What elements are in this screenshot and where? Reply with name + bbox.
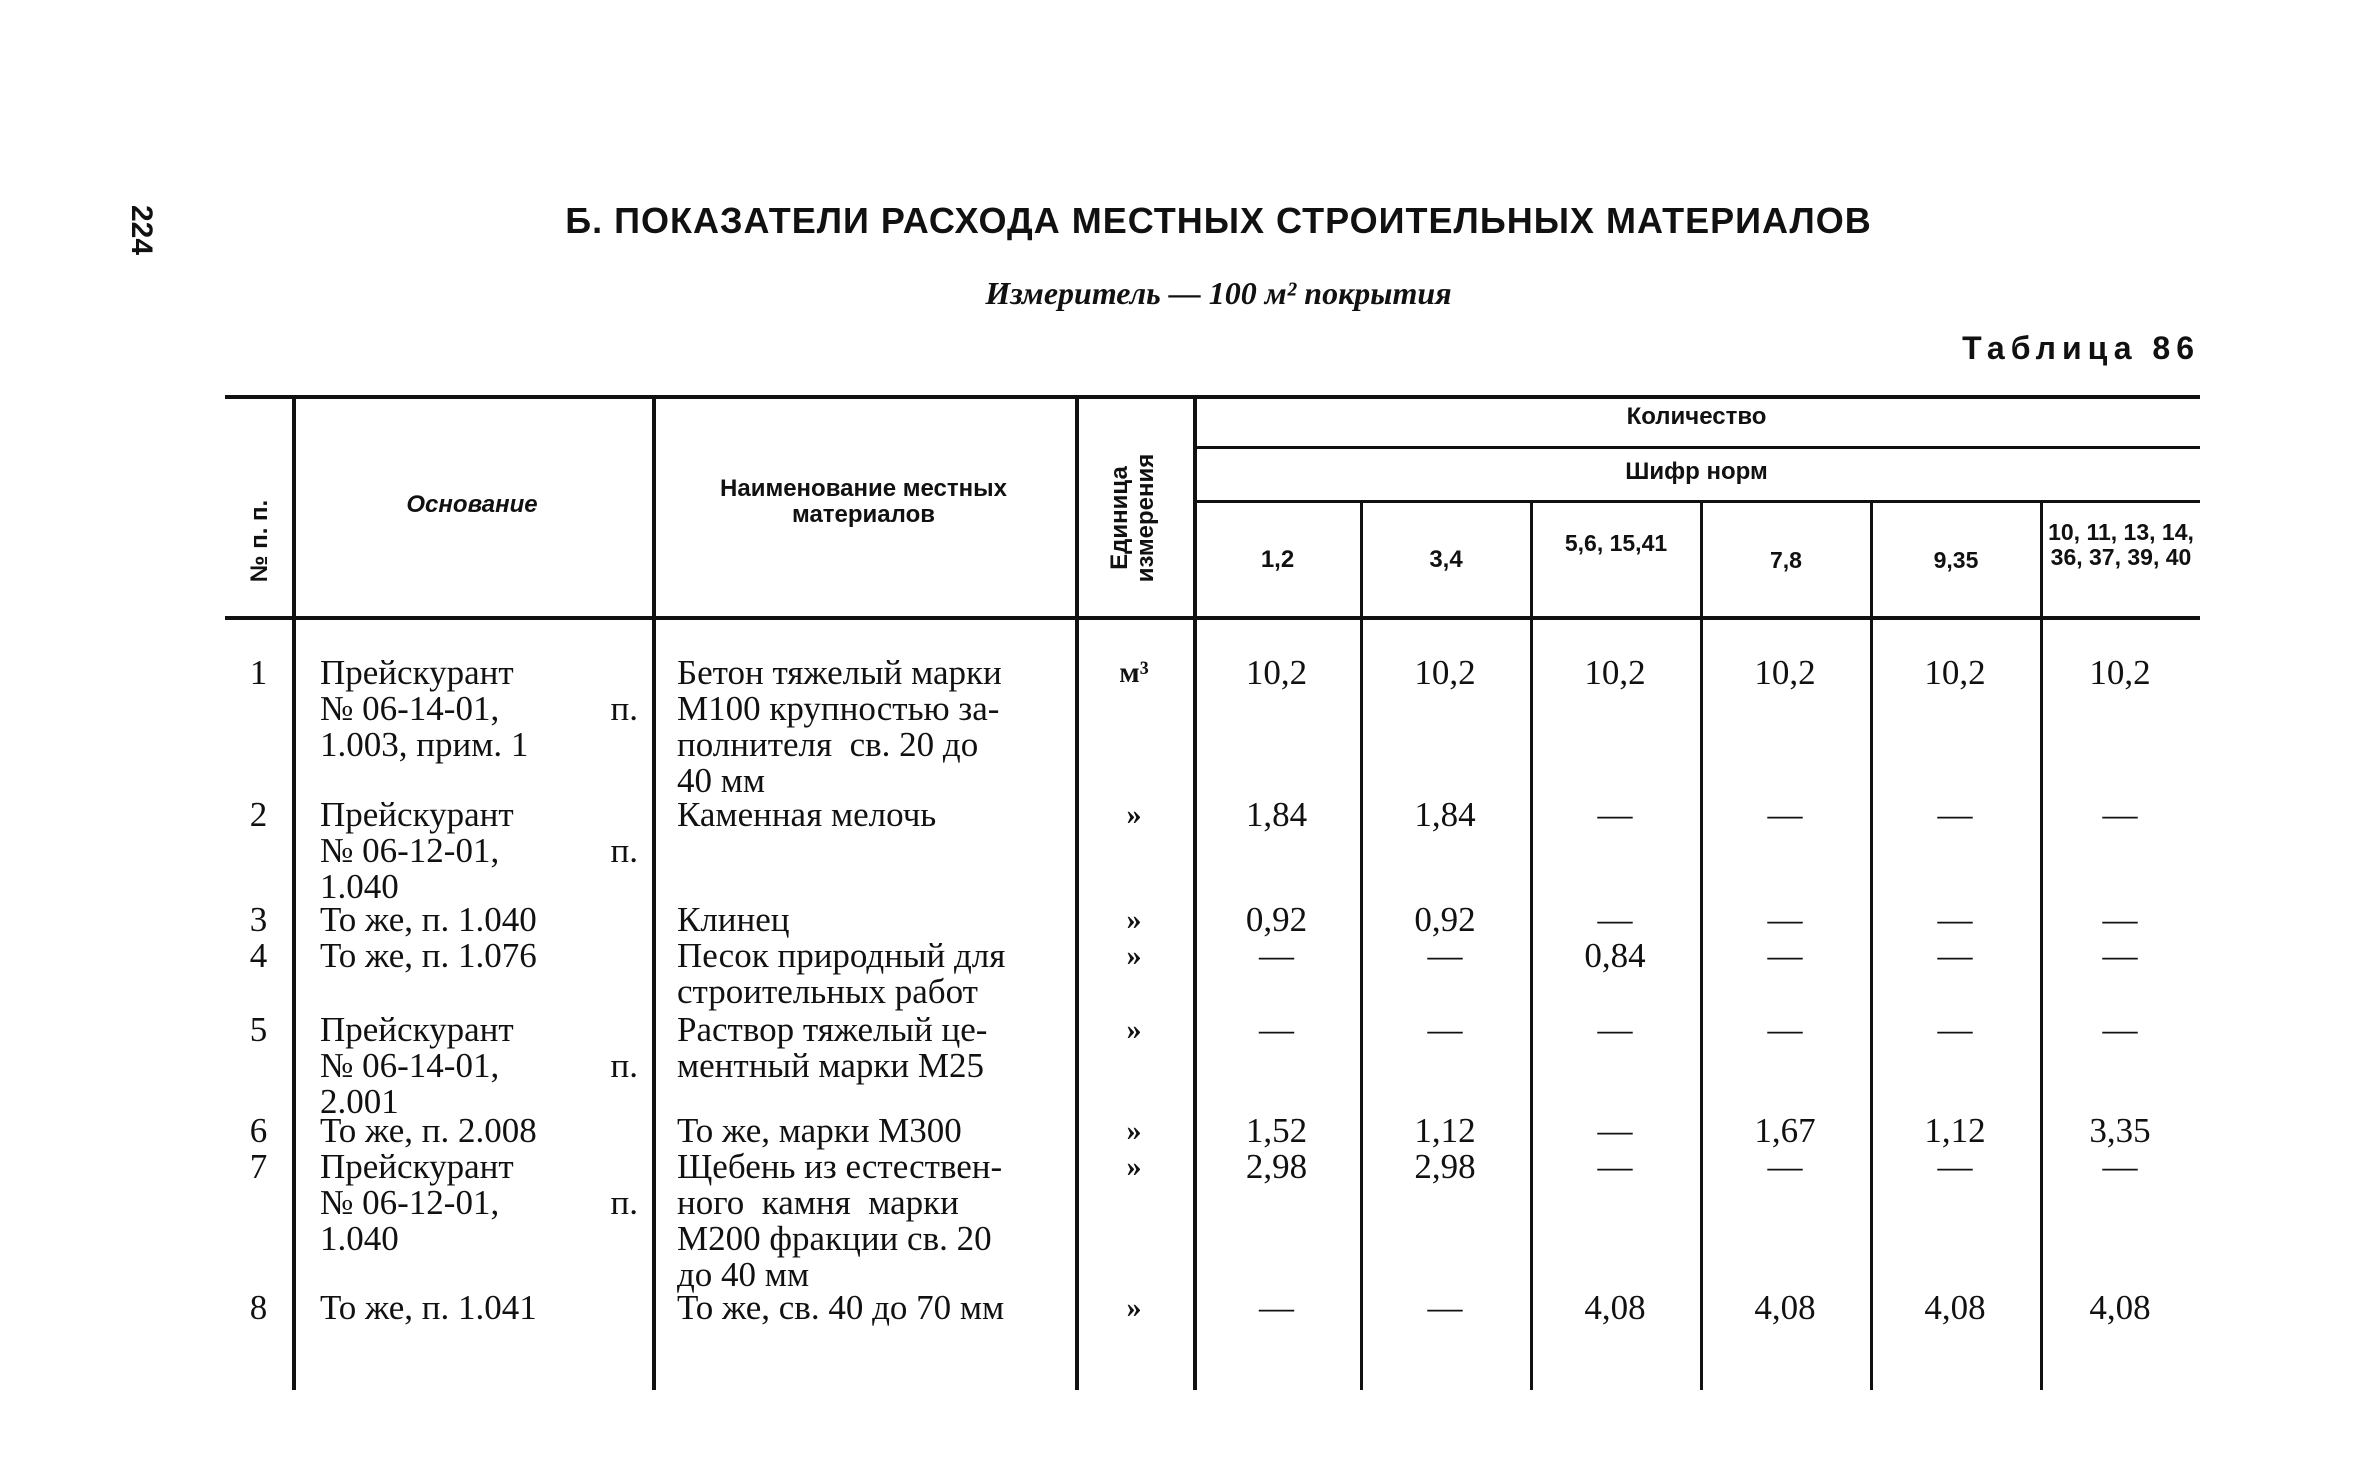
basis-item-label: п. — [610, 1046, 638, 1085]
row-basis-line: То же, п. 1.041 — [320, 1288, 537, 1327]
row-quantity: — — [2102, 1147, 2138, 1186]
row-quantity: 1,12 — [1414, 1111, 1476, 1150]
basis-item-label: п. — [610, 1183, 638, 1222]
row-quantity: 4,08 — [2089, 1288, 2151, 1327]
row-unit: » — [1126, 1291, 1142, 1324]
row-quantity: 2,98 — [1245, 1147, 1308, 1186]
row-material-line: строительных работ — [677, 972, 978, 1011]
row-number: 3 — [249, 900, 268, 939]
row-quantity: 10,2 — [2089, 653, 2151, 692]
row-quantity: 1,84 — [1245, 795, 1308, 834]
row-number: 8 — [249, 1288, 268, 1327]
column-rule — [1075, 395, 1079, 1390]
section-title: Б. ПОКАЗАТЕЛИ РАСХОДА МЕСТНЫХ СТРОИТЕЛЬНЫХ МАТЕРИАЛОВ — [565, 200, 1872, 241]
header-basis: Основание — [406, 491, 538, 518]
row-quantity: — — [2102, 1010, 2138, 1049]
row-number: 2 — [249, 795, 268, 834]
row-quantity: — — [1427, 1288, 1463, 1327]
row-number: 1 — [249, 653, 268, 692]
row-basis-line: Прейскурант — [320, 653, 514, 692]
row-quantity: — — [1259, 1010, 1294, 1049]
row-quantity: — — [1259, 1288, 1294, 1327]
row-quantity: — — [1767, 795, 1803, 834]
row-material-line: То же, марки М300 — [677, 1111, 962, 1150]
page-number: 224 — [125, 205, 158, 256]
basis-item-label: п. — [610, 831, 638, 870]
row-quantity: 1,67 — [1754, 1111, 1816, 1150]
row-quantity: — — [1259, 936, 1294, 975]
row-quantity: 4,08 — [1754, 1288, 1816, 1327]
row-basis-line — [320, 833, 638, 869]
row-quantity: 4,08 — [1584, 1288, 1646, 1327]
table-top-rule — [225, 395, 2200, 399]
column-rule — [292, 395, 296, 1390]
row-basis-line: То же, п. 2.008 — [320, 1111, 537, 1150]
row-quantity: 10,2 — [1924, 653, 1986, 692]
header-unit: Единица измерения — [1106, 453, 1159, 583]
row-unit: » — [1126, 1150, 1142, 1183]
row-material-line: Бетон тяжелый марки — [677, 653, 1002, 692]
row-material-line: Щебень из естествен- — [677, 1147, 1003, 1186]
row-quantity: 1,52 — [1245, 1111, 1308, 1150]
row-quantity: — — [1937, 900, 1973, 939]
row-basis-line: Прейскурант — [320, 1010, 514, 1049]
row-quantity: 10,2 — [1414, 653, 1476, 692]
row-unit: » — [1126, 1013, 1142, 1046]
header-norm-code: 1,2 — [1260, 546, 1295, 573]
row-quantity: — — [1597, 1147, 1633, 1186]
row-number: 6 — [249, 1111, 268, 1150]
header-bottom-rule — [225, 616, 2200, 620]
row-unit: » — [1126, 1114, 1142, 1147]
measure-subtitle: Измеритель — 100 м² покрытия — [985, 275, 1452, 311]
row-quantity: 10,2 — [1584, 653, 1646, 692]
header-material: Наименование местных материалов — [720, 475, 1007, 528]
column-rule — [1193, 395, 1197, 1390]
row-basis-line: 1.040 — [320, 1219, 399, 1258]
header-norm-code: 5,6, 15,41 — [1564, 530, 1668, 556]
norms-rule — [1193, 500, 2200, 503]
row-material-line: ментный марки М25 — [677, 1046, 984, 1085]
row-material-line: М100 крупностью за- — [677, 689, 1000, 728]
row-number: 4 — [249, 936, 268, 975]
basis-reference: № 06-14-01, — [320, 1046, 500, 1085]
row-basis-line — [320, 1048, 638, 1084]
row-basis-line: 1.003, прим. 1 — [320, 725, 529, 764]
row-material-line: Раствор тяжелый це- — [677, 1010, 988, 1049]
column-rule — [652, 395, 656, 1390]
header-num: № п. п. — [246, 499, 273, 583]
row-basis-line — [320, 691, 638, 727]
header-norm-code: 9,35 — [1933, 547, 1979, 573]
row-quantity: — — [1597, 795, 1633, 834]
row-quantity: 2,98 — [1414, 1147, 1476, 1186]
header-quantity: Количество — [1626, 403, 1767, 430]
row-quantity: 10,2 — [1245, 653, 1308, 692]
row-material-line: полнителя св. 20 до — [677, 725, 979, 764]
row-basis-line: Прейскурант — [320, 1147, 514, 1186]
table-label: Таблица 86 — [1962, 330, 2200, 366]
row-basis-line: 2.001 — [320, 1082, 399, 1121]
row-material-line: Каменная мелочь — [677, 795, 937, 834]
row-quantity: 0,92 — [1414, 900, 1476, 939]
row-quantity: — — [1767, 1147, 1803, 1186]
basis-reference: № 06-14-01, — [320, 689, 500, 728]
quantity-rule — [1193, 446, 2200, 449]
row-quantity: 3,35 — [2089, 1111, 2151, 1150]
row-material-line: То же, св. 40 до 70 мм — [677, 1288, 1005, 1327]
row-material-line: Клинец — [677, 900, 790, 939]
row-quantity: — — [1767, 1010, 1803, 1049]
row-unit: » — [1126, 939, 1142, 972]
row-quantity: — — [1937, 1147, 1973, 1186]
row-quantity: 0,92 — [1245, 900, 1308, 939]
basis-item-label: п. — [610, 689, 638, 728]
row-basis-line: То же, п. 1.040 — [320, 900, 537, 939]
row-quantity: — — [1427, 936, 1463, 975]
row-basis-line: То же, п. 1.076 — [320, 936, 537, 975]
row-material-line: 40 мм — [677, 761, 766, 800]
row-quantity: 4,08 — [1924, 1288, 1986, 1327]
row-quantity: — — [2102, 936, 2138, 975]
row-quantity: — — [1937, 795, 1973, 834]
row-quantity: — — [1937, 936, 1973, 975]
row-unit: » — [1126, 798, 1142, 831]
row-quantity: 10,2 — [1754, 653, 1816, 692]
row-quantity: — — [1597, 900, 1633, 939]
header-norm-code: 10, 11, 13, 14, 36, 37, 39, 40 — [2048, 519, 2194, 570]
row-basis-line — [320, 1185, 638, 1221]
row-basis-line: 1.040 — [320, 867, 399, 906]
row-quantity: — — [1597, 1010, 1633, 1049]
row-quantity: — — [2102, 900, 2138, 939]
row-number: 7 — [249, 1147, 268, 1186]
header-norms: Шифр норм — [1625, 458, 1768, 485]
row-material-line: М200 фракции св. 20 — [677, 1219, 992, 1258]
row-quantity: — — [1937, 1010, 1973, 1049]
row-quantity: — — [1597, 1111, 1633, 1150]
row-quantity: 1,84 — [1414, 795, 1476, 834]
basis-reference: № 06-12-01, — [320, 831, 500, 870]
row-quantity: 1,12 — [1924, 1111, 1986, 1150]
row-material-line: до 40 мм — [677, 1255, 810, 1294]
row-material-line: ного камня марки — [677, 1183, 959, 1222]
row-unit: м³ — [1119, 656, 1149, 689]
row-unit: » — [1126, 903, 1142, 936]
row-material-line: Песок природный для — [677, 936, 1006, 975]
row-quantity: 0,84 — [1584, 936, 1646, 975]
row-quantity: — — [1427, 1010, 1463, 1049]
basis-reference: № 06-12-01, — [320, 1183, 500, 1222]
row-quantity: — — [1767, 900, 1803, 939]
header-norm-code: 7,8 — [1770, 547, 1802, 573]
row-number: 5 — [249, 1010, 268, 1049]
row-quantity: — — [1767, 936, 1803, 975]
row-quantity: — — [2102, 795, 2138, 834]
row-basis-line: Прейскурант — [320, 795, 514, 834]
header-norm-code: 3,4 — [1429, 546, 1463, 573]
